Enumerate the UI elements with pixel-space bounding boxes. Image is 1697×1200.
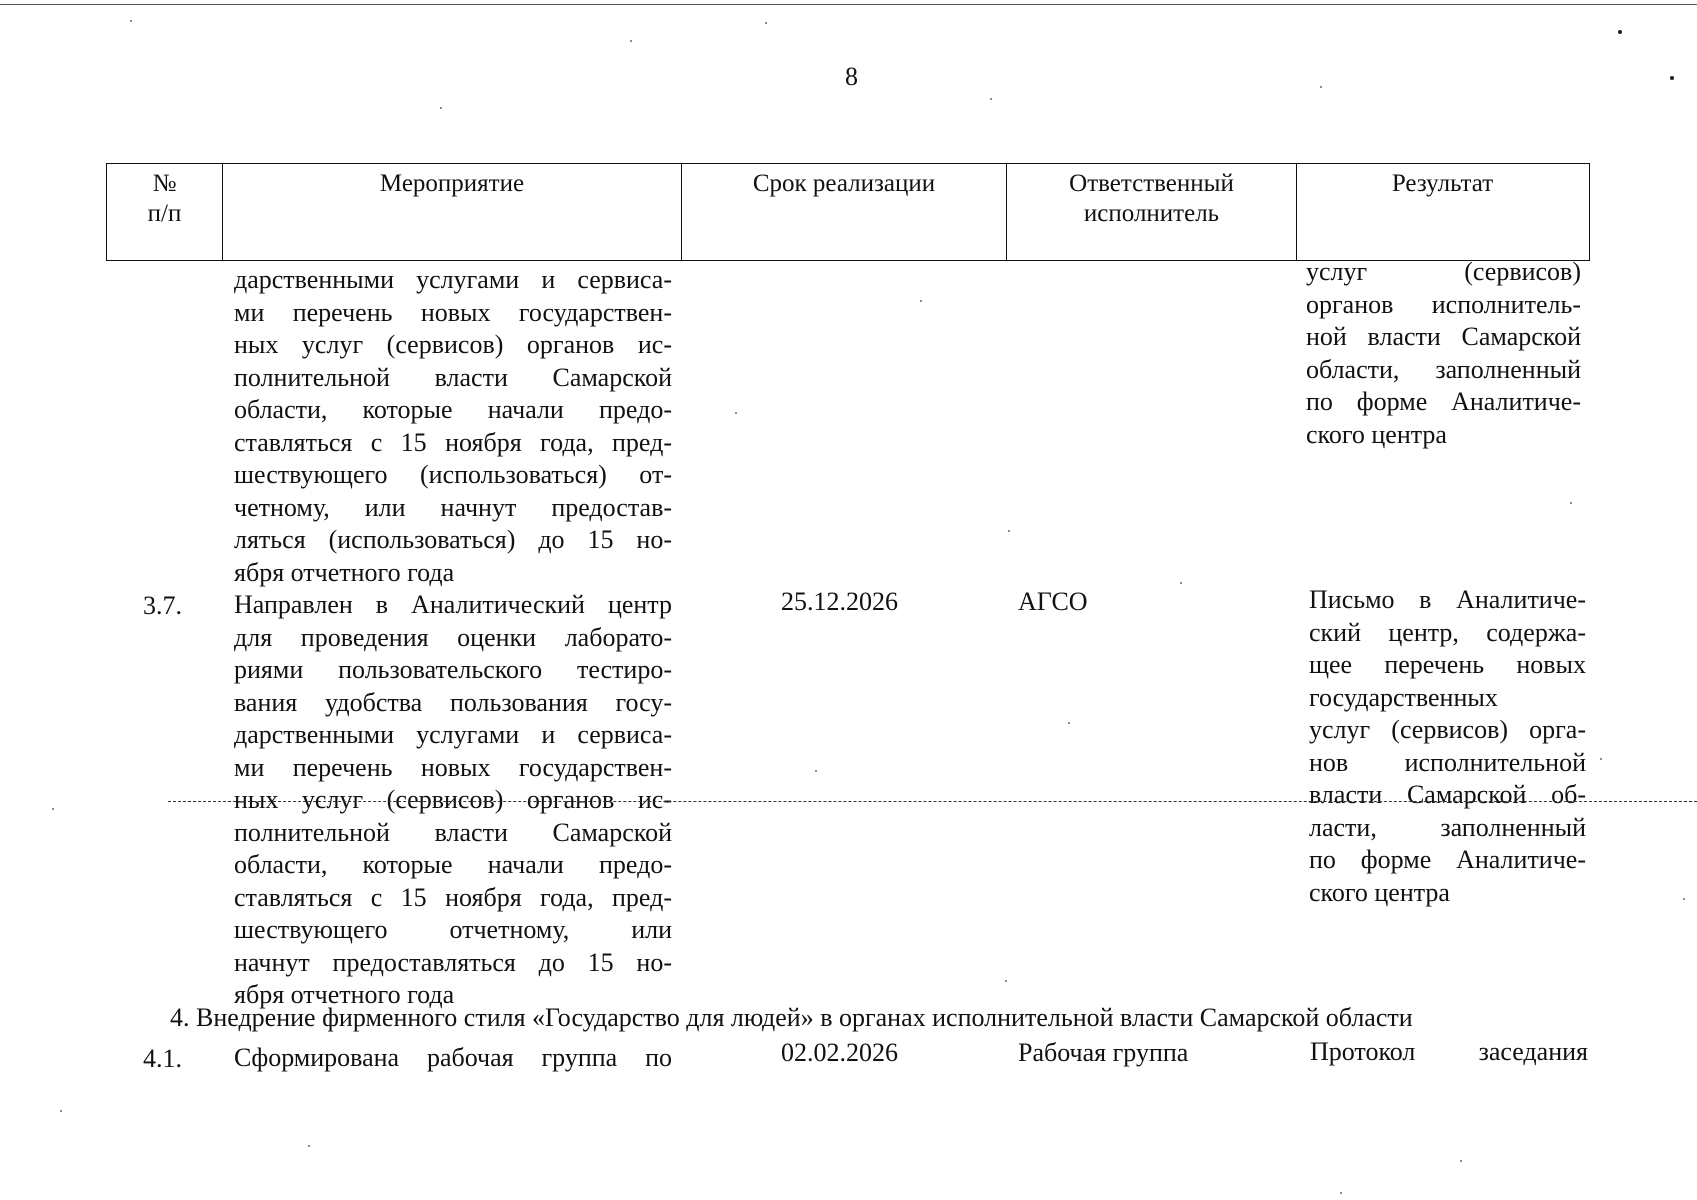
header-col-number (107, 164, 223, 260)
row-4-1-deadline: 02.02.2026 (781, 1038, 898, 1067)
text-line: ставляться с 15 ноября года, пред- (234, 427, 672, 457)
scan-speck (1683, 898, 1685, 900)
scan-speck (1600, 758, 1602, 760)
row-4-1-responsible: Рабочая группа (1018, 1038, 1189, 1067)
text-line: ми перечень новых государствен- (234, 752, 672, 782)
text-line: шествующего отчетному, или (234, 915, 672, 944)
scan-speck (1008, 530, 1010, 532)
row-number-4-1: 4.1. (143, 1044, 182, 1073)
row-number-3-7: 3.7. (143, 591, 182, 620)
scan-fold-line (168, 801, 1697, 802)
text-line: дарственными услугами и сервиса- (234, 265, 672, 294)
text-line: по форме Аналитиче- (1309, 845, 1586, 874)
text-line: Письмо в Аналитиче- (1309, 585, 1586, 614)
text-line: ября отчетного года (234, 980, 455, 1009)
text-line: ский центр, содержа- (1309, 617, 1586, 647)
text-line: области, которые начали предо- (234, 850, 672, 879)
row-3-7-deadline: 25.12.2026 (781, 587, 898, 616)
scan-speck (1570, 502, 1572, 504)
scan-speck (735, 412, 737, 414)
row-4-1-result (1310, 1036, 1588, 1069)
header-responsible-line1: Ответственный (1069, 170, 1234, 197)
text-line: полнительной власти Самарской (234, 817, 672, 847)
text-line: области, заполненный (1306, 354, 1581, 384)
scan-speck (920, 300, 922, 302)
scan-speck (1460, 1160, 1462, 1162)
scan-speck (1005, 980, 1007, 982)
text-line: Сформирована рабочая группа по (234, 1043, 672, 1072)
scan-speck (1180, 582, 1182, 584)
header-number-sign: № (152, 170, 177, 197)
text-line: для проведения оценки лаборато- (234, 622, 672, 652)
text-line: по форме Аналитиче- (1306, 387, 1581, 416)
text-line: ского центра (1309, 877, 1450, 907)
text-line: ласти, заполненный (1309, 812, 1586, 842)
text-line: области, которые начали предо- (234, 395, 672, 424)
text-line: ября отчетного года (234, 557, 455, 587)
text-line: ского центра (1306, 419, 1447, 449)
text-line: Протокол заседания (1310, 1037, 1588, 1066)
header-col-responsible (1007, 164, 1297, 260)
header-result-label: Результат (1391, 170, 1494, 197)
text-line: власти Самарской об- (1309, 780, 1586, 809)
scan-speck (1320, 86, 1322, 88)
text-line: риями пользовательского тестиро- (234, 655, 672, 684)
row-4-1-activity (234, 1042, 672, 1075)
table-header (106, 163, 1590, 261)
text-line: полнительной власти Самарской (234, 362, 672, 392)
section-4-title: 4. Внедрение фирменного стиля «Государство для людей» в органах исполнительной власти Самарской области (170, 1003, 1413, 1032)
continuation-result (1306, 256, 1581, 451)
row-3-7-result (1309, 584, 1586, 909)
text-line: органов исполнитель- (1306, 289, 1581, 319)
page-number: 8 (845, 62, 858, 91)
text-line: государственных (1309, 682, 1498, 712)
scan-speck (308, 1145, 310, 1147)
text-line: вания удобства пользования госу- (234, 687, 672, 717)
text-line: ставляться с 15 ноября года, пред- (234, 882, 672, 912)
text-line: ных услуг (сервисов) органов ис- (234, 330, 672, 359)
scan-edge-line (0, 4, 1697, 5)
scan-speck (1618, 30, 1622, 34)
scan-speck (765, 22, 767, 24)
scan-speck (130, 20, 132, 22)
text-line: услуг (сервисов) орга- (1309, 715, 1586, 744)
text-line: щее перечень новых (1309, 650, 1586, 679)
scan-speck (60, 1110, 62, 1112)
header-col-deadline (682, 164, 1007, 260)
scan-speck (990, 98, 992, 100)
header-col-result (1297, 164, 1588, 260)
header-activity-label: Мероприятие (379, 170, 525, 197)
text-line: начнут предоставляться до 15 но- (234, 947, 672, 977)
continuation-activity (234, 264, 672, 589)
header-col-activity (223, 164, 682, 260)
scan-speck (630, 40, 632, 42)
row-3-7-responsible: АГСО (1018, 587, 1088, 616)
scan-speck (1068, 722, 1070, 724)
scan-speck (1670, 76, 1674, 80)
text-line: ных услуг (сервисов) органов ис- (234, 785, 672, 814)
text-line: ми перечень новых государствен- (234, 297, 672, 327)
text-line: ляться (использоваться) до 15 но- (234, 525, 672, 554)
scan-speck (1340, 1192, 1342, 1194)
header-responsible-line2: исполнитель (1083, 200, 1220, 227)
text-line: услуг (сервисов) (1306, 257, 1581, 286)
scan-speck (815, 770, 817, 772)
header-deadline-label: Срок реализации (752, 170, 936, 197)
text-line: дарственными услугами и сервиса- (234, 720, 672, 749)
scan-speck (440, 107, 442, 109)
scan-speck (52, 808, 54, 810)
text-line: Направлен в Аналитический центр (234, 590, 672, 619)
text-line: ной власти Самарской (1306, 322, 1581, 351)
text-line: нов исполнительной (1309, 747, 1586, 777)
text-line: четному, или начнут предостав- (234, 492, 672, 522)
header-number-pp: п/п (147, 200, 182, 227)
text-line: шествующего (использоваться) от- (234, 460, 672, 489)
